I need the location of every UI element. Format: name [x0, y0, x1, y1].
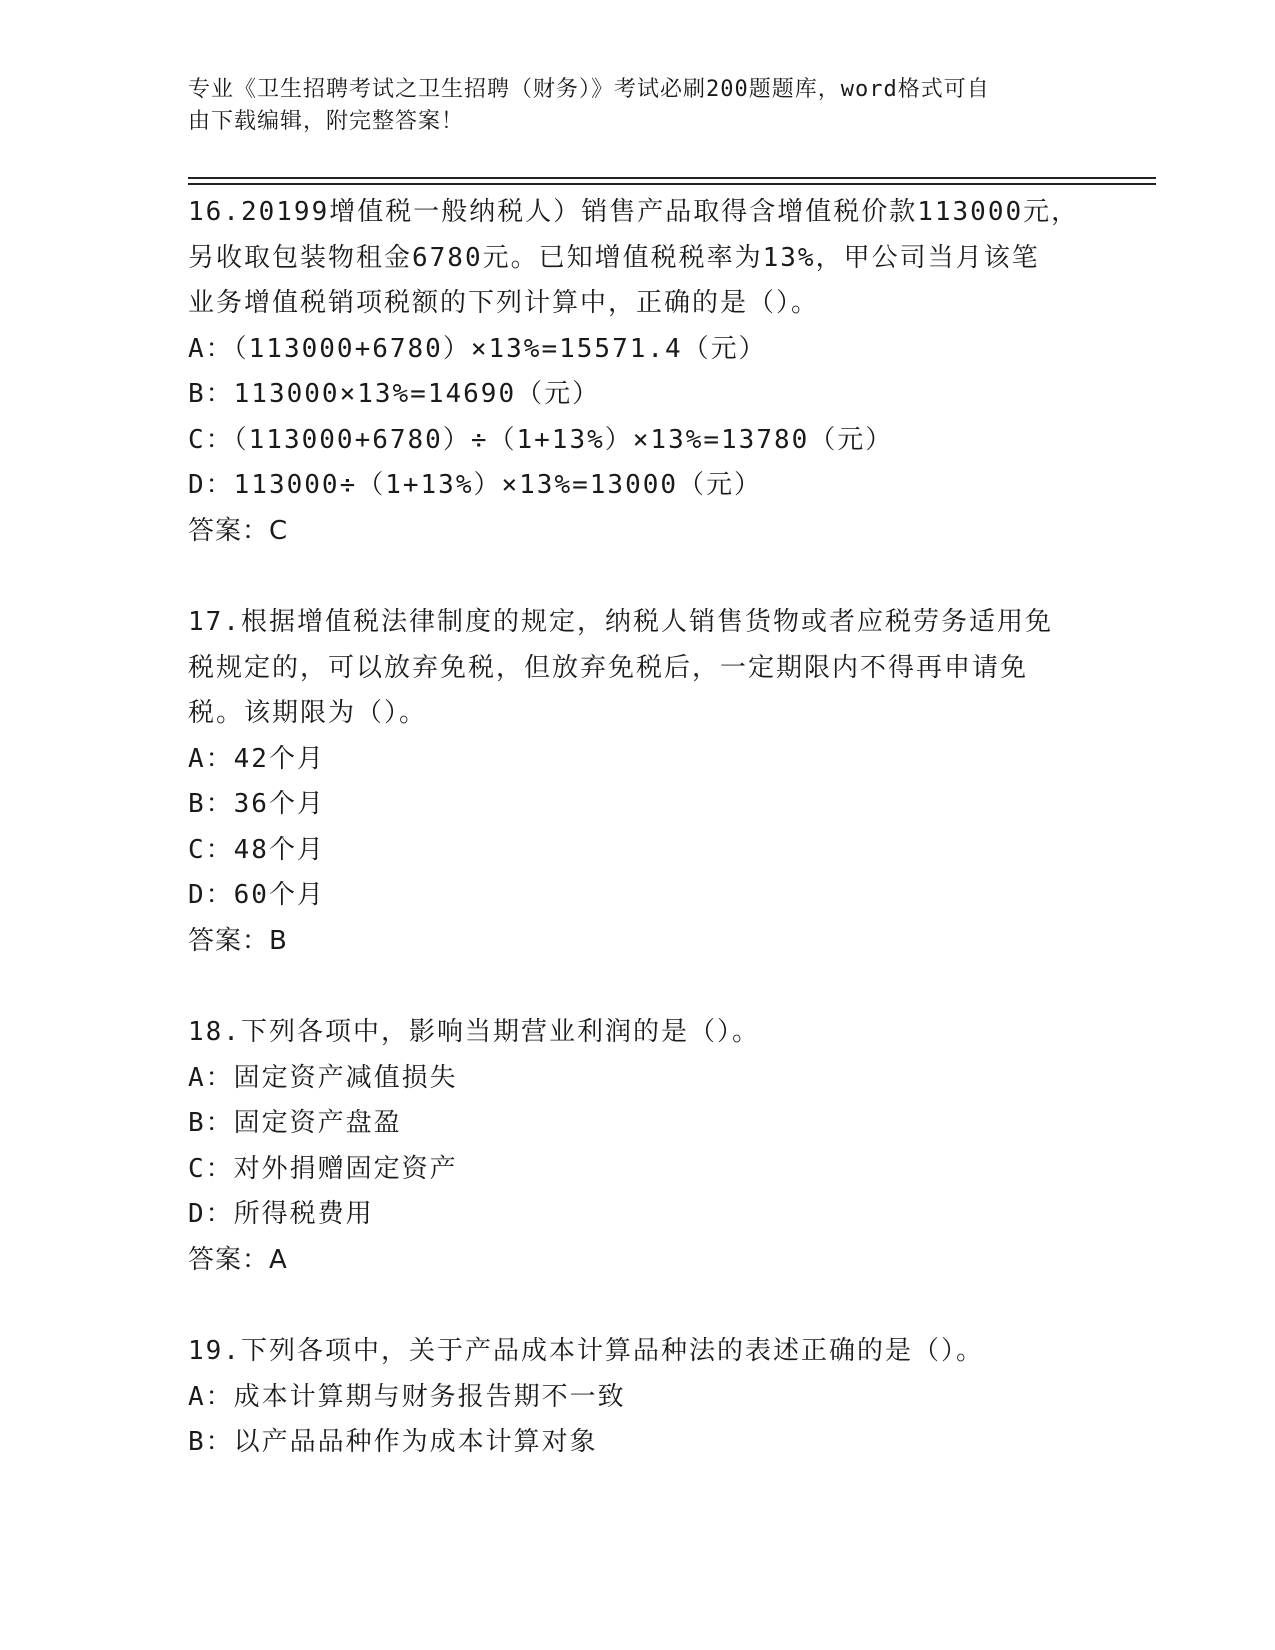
question-17-stem-line-3: 税。该期限为（）。 [188, 698, 428, 728]
question-16 [188, 190, 1088, 554]
question-17-answer: 答案：B [188, 925, 288, 956]
question-18-option-a: A：固定资产减值损失 [188, 1062, 458, 1093]
question-17 [188, 600, 1088, 964]
question-16-option-c: C：（113000+6780）÷（1+13%）×13%=13780（元） [188, 424, 894, 455]
question-18 [188, 1010, 1088, 1283]
question-17-stem-line-1: 17.根据增值税法律制度的规定，纳税人销售货物或者应税劳务适用免 [188, 607, 1053, 637]
header-title-line-2: 由下载编辑，附完整答案！ [188, 109, 465, 134]
question-18-answer: 答案：A [188, 1244, 288, 1275]
question-list [188, 190, 1088, 1512]
question-18-option-c: C：对外捐赠固定资产 [188, 1153, 458, 1184]
question-19-option-a: A：成本计算期与财务报告期不一致 [188, 1381, 626, 1412]
question-16-option-d: D：113000÷（1+13%）×13%=13000（元） [188, 470, 763, 500]
header-divider-top [188, 177, 1156, 179]
question-16-answer: 答案：C [188, 515, 289, 546]
header-title-line-1: 专业《卫生招聘考试之卫生招聘（财务）》考试必刷200题题库，word格式可自 [188, 77, 990, 102]
question-17-option-c: C：48个月 [188, 834, 325, 865]
question-17-option-a: A：42个月 [188, 743, 325, 774]
question-16-stem-line-3: 业务增值税销项税额的下列计算中，正确的是（）。 [188, 288, 820, 318]
question-16-option-b: B：113000×13%=14690（元） [188, 379, 601, 409]
question-16-stem-line-2: 另收取包装物租金6780元。已知增值税税率为13%，甲公司当月该笔 [188, 242, 1040, 273]
document-header [188, 74, 1068, 138]
question-16-option-a: A：（113000+6780）×13%=15571.4（元） [188, 333, 767, 364]
question-17-option-b: B：36个月 [188, 789, 325, 819]
question-19 [188, 1329, 1088, 1466]
question-17-option-d: D：60个月 [188, 880, 325, 910]
question-18-stem-line-1: 18.下列各项中，影响当期营业利润的是（）。 [188, 1017, 760, 1047]
question-19-option-b: B：以产品品种作为成本计算对象 [188, 1427, 598, 1457]
question-18-option-d: D：所得税费用 [188, 1199, 374, 1229]
question-19-stem-line-1: 19.下列各项中，关于产品成本计算品种法的表述正确的是（）。 [188, 1336, 984, 1366]
header-divider-bottom [188, 183, 1156, 185]
question-18-option-b: B：固定资产盘盈 [188, 1108, 402, 1138]
question-17-stem-line-2: 税规定的，可以放弃免税，但放弃免税后，一定期限内不得再申请免 [188, 652, 1029, 683]
question-16-stem-line-1: 16.20199增值税一般纳税人）销售产品取得含增值税价款113000元， [188, 197, 1080, 227]
